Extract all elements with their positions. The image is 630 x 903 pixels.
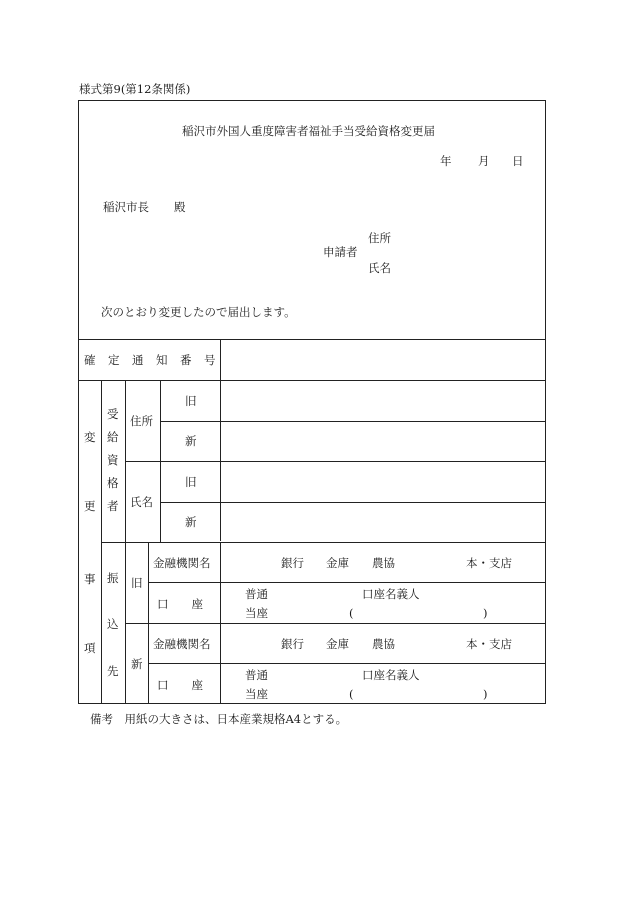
address-mid-line bbox=[160, 421, 546, 422]
kakutei-bottom-line bbox=[78, 380, 546, 381]
address-new-label: 新 bbox=[185, 434, 197, 448]
old-bank-line bbox=[148, 582, 546, 583]
date-month: 月 bbox=[478, 154, 490, 168]
form-number: 様式第9(第12条関係) bbox=[79, 82, 191, 96]
value-col-line-upper bbox=[220, 339, 221, 541]
addressee-name: 稲沢市長 bbox=[103, 200, 149, 214]
furikomi-new-label: 新 bbox=[131, 657, 143, 671]
shimei-label: 氏名 bbox=[130, 495, 153, 509]
jusho-label: 住所 bbox=[130, 414, 153, 428]
new-paren-close: ) bbox=[483, 687, 488, 701]
furikomi-char-3: 先 bbox=[107, 664, 119, 678]
old-kinyu-label: 金融機関名 bbox=[153, 556, 211, 570]
addressee-honorific: 殿 bbox=[174, 200, 186, 214]
name-mid-line bbox=[160, 502, 546, 503]
jukyu-char-2: 給 bbox=[107, 430, 119, 444]
new-nokyo: 農協 bbox=[372, 637, 395, 651]
old-paren-open: ( bbox=[349, 606, 354, 620]
applicant-address-label: 住所 bbox=[368, 231, 391, 245]
address-bottom-line bbox=[125, 461, 546, 462]
sub-col-line bbox=[125, 380, 126, 704]
new-kinyu-label: 金融機関名 bbox=[153, 637, 211, 651]
kakutei-label: 確定通知番号 bbox=[84, 353, 228, 367]
new-bank-line bbox=[148, 663, 546, 664]
old-new-col-line bbox=[160, 380, 161, 542]
henko-col-line bbox=[101, 380, 102, 704]
new-shiten: 本・支店 bbox=[466, 637, 512, 651]
applicant-name-label: 氏名 bbox=[368, 261, 391, 275]
new-meigi: 口座名義人 bbox=[362, 668, 420, 682]
jukyu-char-3: 資 bbox=[107, 453, 119, 467]
new-paren-open: ( bbox=[349, 687, 354, 701]
name-new-label: 新 bbox=[185, 515, 197, 529]
old-nokyo: 農協 bbox=[372, 556, 395, 570]
date-day: 日 bbox=[512, 154, 524, 168]
henko-char-2: 更 bbox=[84, 499, 96, 513]
furikomi-old-new-col-line bbox=[148, 542, 149, 704]
old-paren-close: ) bbox=[483, 606, 488, 620]
new-futsu: 普通 bbox=[245, 668, 268, 682]
bank-value-col-line bbox=[220, 542, 221, 704]
note-text: 備考 用紙の大きさは、日本産業規格A4とする。 bbox=[90, 712, 348, 726]
old-meigi: 口座名義人 bbox=[362, 587, 420, 601]
old-shiten: 本・支店 bbox=[466, 556, 512, 570]
applicant-label: 申請者 bbox=[323, 245, 358, 259]
new-koza-label: 口 座 bbox=[157, 678, 203, 692]
furikomi-old-label: 旧 bbox=[131, 576, 143, 590]
new-ginko: 銀行 bbox=[281, 637, 304, 651]
table-top-line bbox=[78, 339, 546, 340]
jukyu-char-5: 者 bbox=[107, 499, 119, 513]
new-toza: 当座 bbox=[245, 687, 268, 701]
jukyu-char-1: 受 bbox=[107, 407, 119, 421]
intro-text: 次のとおり変更したので届出します。 bbox=[101, 305, 296, 319]
jukyu-bottom-line bbox=[101, 542, 546, 543]
old-kinko: 金庫 bbox=[326, 556, 349, 570]
henko-char-1: 変 bbox=[84, 430, 96, 444]
date-year: 年 bbox=[440, 154, 452, 168]
henko-char-4: 項 bbox=[84, 641, 96, 655]
address-old-label: 旧 bbox=[185, 394, 197, 408]
old-bottom-line bbox=[125, 623, 546, 624]
form-title: 稲沢市外国人重度障害者福祉手当受給資格変更届 bbox=[182, 124, 435, 138]
old-ginko: 銀行 bbox=[281, 556, 304, 570]
henko-char-3: 事 bbox=[84, 572, 96, 586]
name-old-label: 旧 bbox=[185, 475, 197, 489]
new-kinko: 金庫 bbox=[326, 637, 349, 651]
furikomi-char-1: 振 bbox=[107, 571, 119, 585]
old-futsu: 普通 bbox=[245, 587, 268, 601]
old-koza-label: 口 座 bbox=[157, 597, 203, 611]
jukyu-char-4: 格 bbox=[107, 476, 119, 490]
old-toza: 当座 bbox=[245, 606, 268, 620]
furikomi-char-2: 込 bbox=[107, 617, 119, 631]
